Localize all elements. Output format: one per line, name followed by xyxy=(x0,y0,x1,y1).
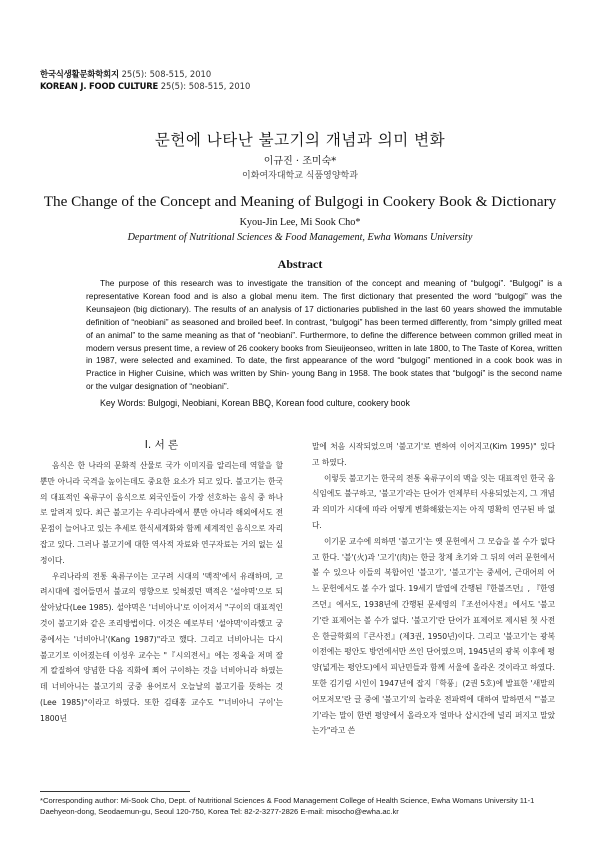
affiliation-ko: 이화여자대학교 식품영양학과 xyxy=(242,171,358,181)
paragraph: 우리나라의 전통 육류구이는 고구려 시대의 '맥적'에서 유래하며, 고려시대에 접어들면서 불교의 영향으로 잊혀졌던 맥적은 '설야멱'으로 되살아났다(Lee 1985). 설야멱은 '너비아니'로 이어져서 "구이의 대표적인 것이 불고기와 같은 조리방법이다. 이것은 예로부터 '설야멱'이라했고 궁중에서는 '너비아니'(Kang 1987)"라고 했다. 그리고 너비아니는 다시 불고기로 이어졌는데 이성우 교수는 "『시의전서』에는 정육을 저며 잘게 칼질하여 양념한 다음 직화에 쬐어 구이하는 것을 너비아니라 하였는데 너비아니는 불고기의 궁중 용어로서 오늘날의 불고기를 뜻하는 것(Lee 1985)"이라고 하였다. 또한 김태홍 교수도 "'너비아니 구이'는 1800년 xyxy=(40,571,283,723)
right-column xyxy=(312,439,555,739)
journal-name-ko: 한국식생활문화학회지 xyxy=(40,69,119,79)
journal-name-en: KOREAN J. FOOD CULTURE xyxy=(40,81,159,91)
journal-pages-en: 25(5): 508-515, 2010 xyxy=(160,81,251,91)
authors-en: Kyou-Jin Lee, Mi Sook Cho* xyxy=(239,217,361,228)
abstract-body: The purpose of this research was to investigate the transition of the concept and meaning of “bulgogi”. “Bulgogi” is a representative Korean food and is also a global menu item. The first dictionary that presented the word “bulgogi” was the Keunsajeon (big dictionary). The results of an analysis of 17 dictionaries published in the last 60 years showed the immutable definition of “neobiani” as seasoned and broiled beef. In contrast, “bulgogi” has been termed differently, from “simply grilled meat of an animal” to the same meaning as that of “neobiani”. Furthermore, to define the difference between common grilled meat in modern versus present time, a review of 26 cookery books from Sieuijeonseo, written in late 1800, to The Taste of Korea, written in 1987, were selected and examined. To date, the first appearance of the word “bulgogi” mentioned in a cook book was in Practice in Higher Cuisine, which was written by Shin- young Bang in 1958. The book states that “bulgogi” is the second name or the vulgar designation of “neobiani”. xyxy=(86,278,562,392)
paragraph: 이렇듯 불고기는 한국의 전통 육류구이의 맥을 잇는 대표적인 한국 음식임에도 불구하고, '불고기'라는 단어가 언제부터 사용되었는지, 그 개념과 의미가 시대에 따라 어떻게 변화해왔는지는 아직 명확히 연구된 바 없다. xyxy=(312,473,555,530)
paper-title-ko: 문헌에 나타난 불고기의 개념과 의미 변화 xyxy=(154,131,446,149)
paper-title-en: The Change of the Concept and Meaning of Bulgogi in Cookery Book & Dictionary xyxy=(43,193,557,210)
left-column xyxy=(40,458,283,727)
abstract-heading: Abstract xyxy=(277,257,323,271)
footnote-divider xyxy=(40,791,190,792)
affiliation-en: Department of Nutritional Sciences & Food Management, Ewha Womans University xyxy=(127,232,473,243)
keywords: Key Words: Bulgogi, Neobiani, Korean BBQ, Korean food culture, cookery book xyxy=(100,398,410,408)
section-heading-introduction: I. 서 론 xyxy=(144,439,179,451)
journal-line-ko xyxy=(40,68,250,80)
journal-pages-ko: 25(5): 508-515, 2010 xyxy=(121,69,212,79)
paragraph: 말에 처음 시작되었으며 '불고기'로 변하여 이어지고(Kim 1995)" 있다고 하였다. xyxy=(312,442,555,467)
corresponding-author-footnote: *Corresponding author: Mi-Sook Cho, Dept. of Nutritional Sciences & Food Management College of Health Science, Ewha Womans University 11-1 Daehyeon-dong, Seodaemun-gu, Seoul 120-750, Korea Tel: 82-2-3277-2826 E-mail: misocho@ewha.ac.kr xyxy=(40,796,535,816)
paragraph: 이기문 교수에 의하면 '불고기'는 옛 문헌에서 그 모습을 볼 수가 없다고 한다. '블'(火)과 '고기'(肉)는 한글 창제 초기와 그 뒤의 여러 문헌에서 볼 수 있으나 이들의 복합어인 '블고기', '불고기'는 중세어, 근대어의 어느 문헌에서도 볼 수가 없다. 19세기 말엽에 간행된『한불즈뎐』, 『한영즈뎐』에서도, 1938년에 간행된 문세영의『조선어사전』에서도 '불고기'란 표제어는 볼 수가 없다. '불고기'란 단어가 표제어로 제시된 첫 사전은 한글학회의『큰사전』(제3권, 1950년)이다. 그리고 '불고기'는 광복 이전에는 평안도 방언에서만 쓰인 단어였으며, 1945년의 광복 이후에 평양(넓게는 평안도)에서 피난민들과 함께 서울에 올라온 것이라고 하였다. 또한 김기림 시인이 1947년에 잡지「학풍」(2권 5호)에 발표한 '새말의 어모저모'란 글 중에 '불고기'의 놀라운 전파력에 대하여 말하면서 "'불고기'라는 말이 한번 평양에서 올라오자 얼마나 삽시간에 널리 퍼지고 말았는가"라고 쓴 xyxy=(312,536,555,736)
paragraph: 음식은 한 나라의 문화적 산물로 국가 이미지를 알리는데 역할을 할 뿐만 아니라 국격을 높이는데도 중요한 요소가 되고 있다. 불고기는 한국의 대표적인 육류구이 음식으로 외국인들이 가장 선호하는 음식 중 하나로 알려져 있다. 최근 불고기는 우리나라에서 뿐만 아니라 해외에서도 전문점이 늘어나고 있는 추세로 한식세계화와 함께 세계적인 음식으로 자리잡고 있다. 그러나 불고기에 대한 역사적 자료와 연구자료는 거의 없는 실정이다. xyxy=(40,461,283,565)
journal-line-en xyxy=(40,80,250,92)
authors-ko: 이규진 · 조미숙* xyxy=(263,156,337,167)
journal-header xyxy=(40,68,250,92)
